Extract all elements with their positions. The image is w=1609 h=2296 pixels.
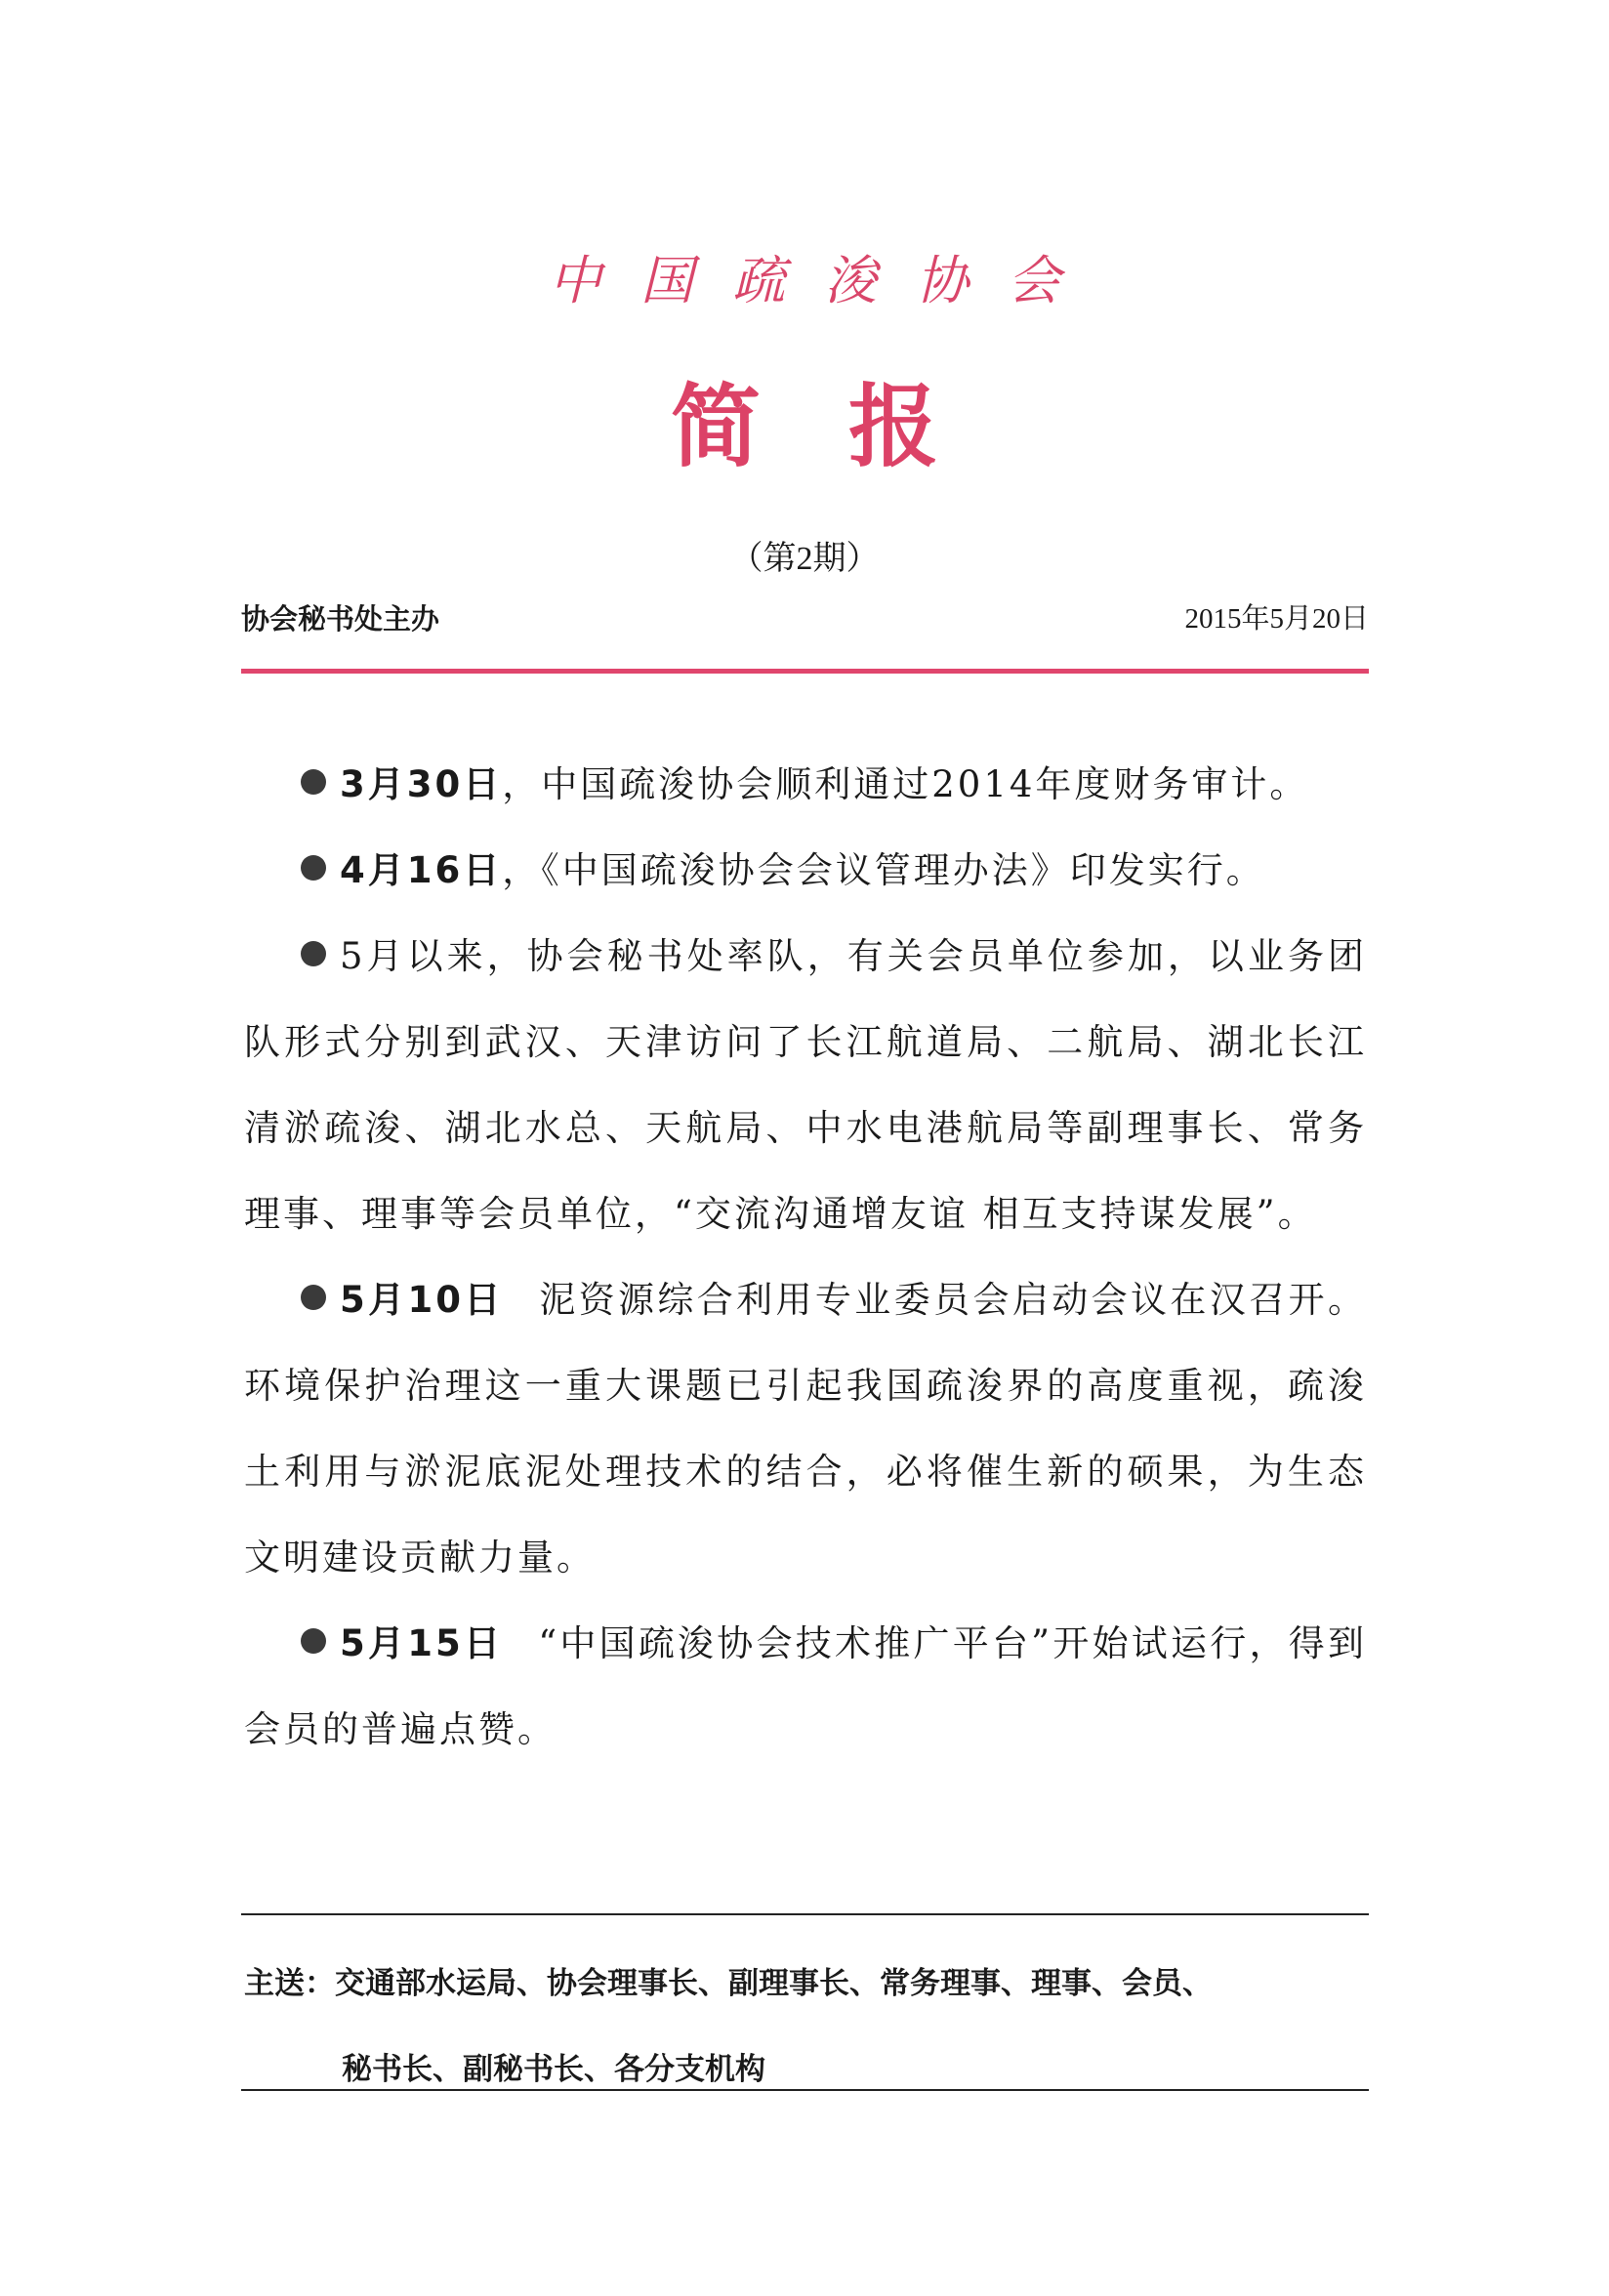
news-item-text: ，中国疏浚协会顺利通过2014年度财务审计。: [502, 763, 1309, 805]
red-divider: [241, 669, 1369, 674]
bullet-icon: [301, 941, 326, 966]
distribution-recipients-1: 交通部水运局、协会理事长、副理事长、常务理事、理事、会员、: [335, 1966, 1213, 2001]
bulletin-body: [244, 742, 1367, 1773]
document-type-title: 简报: [670, 375, 1026, 479]
publish-date: 2015年5月20日: [1184, 603, 1369, 635]
footer-divider-bottom: [241, 2089, 1369, 2091]
org-name: 中国疏浚协会: [549, 250, 1099, 311]
organizer: 协会秘书处主办: [241, 602, 440, 636]
news-item-text: ，《中国疏浚协会会议管理办法》印发实行。: [502, 849, 1265, 891]
distribution-list: [244, 1941, 1367, 2112]
news-item-text: “中国疏浚协会技术推广平台”开始试运行，得到会员的普遍点赞。: [244, 1622, 1367, 1750]
distribution-line-1: [244, 1941, 1367, 2027]
distribution-line-2: 秘书长、副秘书长、各分支机构: [342, 2052, 765, 2087]
news-item-date: 5月15日: [340, 1622, 504, 1664]
news-item-text: 5月以来，协会秘书处率队，有关会员单位参加，以业务团队形式分别到武汉、天津访问了长江航道局、二航局、湖北长江清淤疏浚、湖北水总、天航局、中水电港航局等副理事长、常务理事、理事等会员单位，“交流沟通增友谊 相互支持谋发展”。: [244, 935, 1367, 1235]
news-item-text: 泥资源综合利用专业委员会启动会议在汉召开。环境保护治理这一重大课题已引起我国疏浚界的高度重视，疏浚土利用与淤泥底泥处理技术的结合，必将催生新的硕果，为生态文明建设贡献力量。: [244, 1279, 1367, 1578]
news-item: [244, 914, 1367, 1257]
news-item: [244, 1601, 1367, 1773]
bullet-icon: [301, 769, 326, 795]
issue-number: （第2期）: [729, 541, 880, 577]
footer-divider-top: [241, 1913, 1369, 1915]
distribution-label: 主送：: [244, 1966, 335, 2001]
news-item-date: 5月10日: [340, 1279, 504, 1321]
news-item: [244, 742, 1367, 828]
news-item-date: 4月16日: [340, 849, 503, 891]
news-item: [244, 1257, 1367, 1601]
bullet-icon: [301, 855, 326, 881]
bullet-icon: [301, 1285, 326, 1310]
meta-row: [241, 601, 1369, 636]
news-item: [244, 828, 1367, 914]
bullet-icon: [301, 1628, 326, 1654]
news-item-date: 3月30日: [340, 763, 503, 805]
